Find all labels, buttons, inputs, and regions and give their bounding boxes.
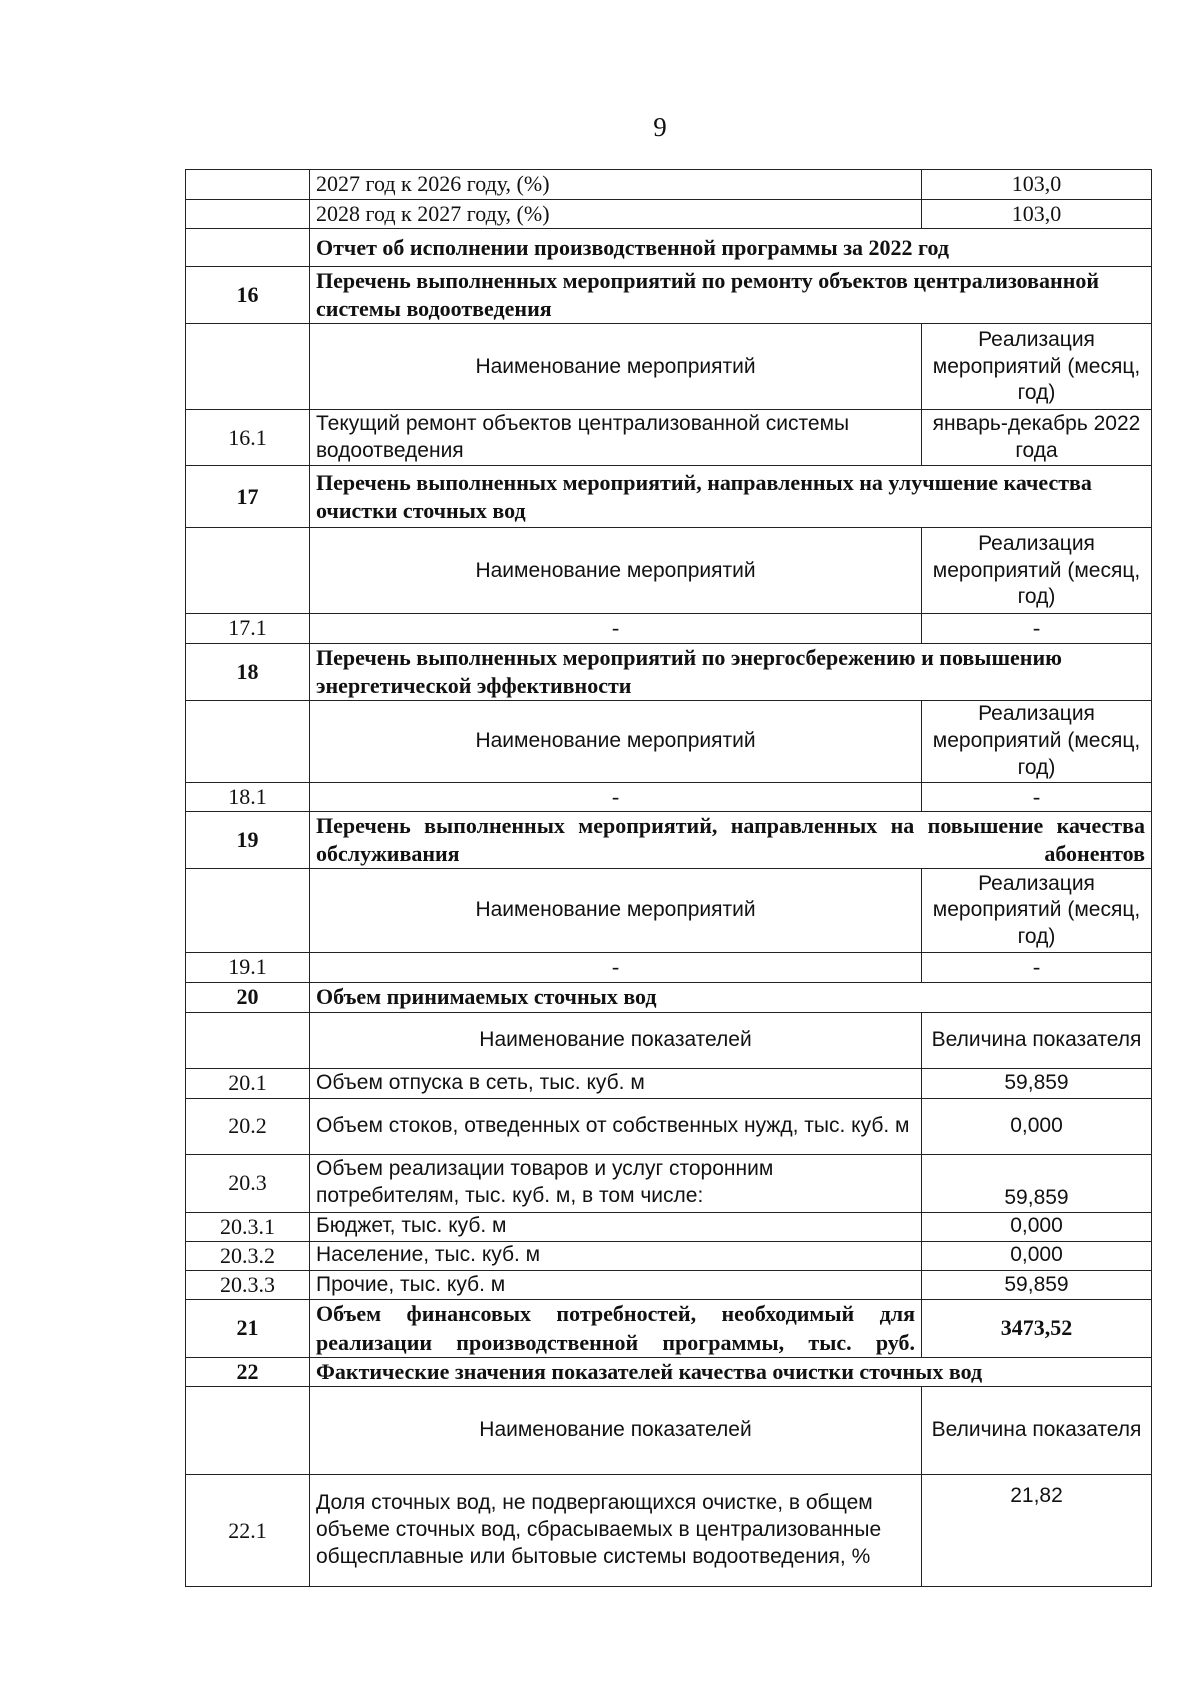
table-row	[186, 1212, 1152, 1241]
section-number: 20	[186, 982, 310, 1012]
table-row	[186, 1241, 1152, 1270]
column-header-row	[186, 700, 1152, 782]
page-number: 9	[653, 112, 667, 142]
table-row	[186, 1068, 1152, 1098]
row-label: 2028 год к 2027 году, (%)	[310, 200, 922, 229]
row-number: 18.1	[186, 782, 310, 811]
column-header-row	[186, 1012, 1152, 1068]
row-value: 0,000	[922, 1098, 1152, 1154]
section-title: Перечень выполненных мероприятий, направленных на улучшение качества очистки сточных вод	[310, 466, 1152, 528]
column-header-period: Реализация мероприятий (месяц, год)	[922, 324, 1152, 410]
section-title: Перечень выполненных мероприятий, направленных на повышение качества обслуживания абонентов	[310, 812, 1152, 869]
row-label: Объем отпуска в сеть, тыс. куб. м	[310, 1068, 922, 1098]
table-row	[186, 170, 1152, 200]
table-row	[186, 1098, 1152, 1154]
row-number-cell	[186, 1012, 310, 1068]
row-value: 59,859	[922, 1270, 1152, 1299]
column-header-name: Наименование мероприятий	[310, 700, 922, 782]
row-number: 20.3.3	[186, 1270, 310, 1299]
column-header-name: Наименование показателей	[310, 1387, 922, 1475]
table-row	[186, 1270, 1152, 1299]
column-header-period: Реализация мероприятий (месяц, год)	[922, 869, 1152, 953]
row-number-cell	[186, 700, 310, 782]
row-value: 59,859	[922, 1068, 1152, 1098]
row-value: -	[922, 782, 1152, 811]
section-title: Объем принимаемых сточных вод	[310, 982, 1152, 1012]
row-value: 59,859	[922, 1154, 1152, 1212]
report-title-row	[186, 229, 1152, 267]
row-value: 103,0	[922, 170, 1152, 200]
row-label: Бюджет, тыс. куб. м	[310, 1212, 922, 1241]
section-row	[186, 812, 1152, 869]
section-number: 16	[186, 267, 310, 324]
row-number-cell	[186, 170, 310, 200]
program-table	[185, 169, 1152, 1587]
section-number: 21	[186, 1300, 310, 1358]
section-title: Фактические значения показателей качества очистки сточных вод	[310, 1358, 1152, 1387]
row-number-cell	[186, 528, 310, 614]
column-header-value: Величина показателя	[922, 1012, 1152, 1068]
section-row	[186, 267, 1152, 324]
row-number: 22.1	[186, 1475, 310, 1587]
row-number: 19.1	[186, 953, 310, 982]
row-number: 20.3	[186, 1154, 310, 1212]
row-number-cell	[186, 1387, 310, 1475]
column-header-value: Величина показателя	[922, 1387, 1152, 1475]
section-number: 17	[186, 466, 310, 528]
row-label: -	[310, 614, 922, 643]
row-value: январь-декабрь 2022 года	[922, 410, 1152, 466]
section-row	[186, 1300, 1152, 1358]
row-number-cell	[186, 229, 310, 267]
column-header-name: Наименование показателей	[310, 1012, 922, 1068]
row-label: Текущий ремонт объектов централизованной системы водоотведения	[310, 410, 922, 466]
section-row	[186, 643, 1152, 700]
column-header-period: Реализация мероприятий (месяц, год)	[922, 528, 1152, 614]
row-value: 0,000	[922, 1241, 1152, 1270]
row-label: -	[310, 953, 922, 982]
column-header-row	[186, 869, 1152, 953]
table-row	[186, 782, 1152, 811]
column-header-row	[186, 1387, 1152, 1475]
table-row	[186, 1154, 1152, 1212]
column-header-period: Реализация мероприятий (месяц, год)	[922, 700, 1152, 782]
table-row	[186, 410, 1152, 466]
column-header-name: Наименование мероприятий	[310, 869, 922, 953]
row-number: 20.3.1	[186, 1212, 310, 1241]
row-value: -	[922, 614, 1152, 643]
row-label: Объем реализации товаров и услуг сторонним потребителям, тыс. куб. м, в том числе:	[310, 1154, 922, 1212]
section-number: 19	[186, 812, 310, 869]
row-number: 20.2	[186, 1098, 310, 1154]
section-number: 22	[186, 1358, 310, 1387]
table-row	[186, 1475, 1152, 1587]
row-number-cell	[186, 324, 310, 410]
section-title: Объем финансовых потребностей, необходимый для реализации производственной программы, тыс. руб.	[310, 1300, 922, 1358]
table-row	[186, 614, 1152, 643]
row-number-cell	[186, 200, 310, 229]
section-title: Перечень выполненных мероприятий по ремонту объектов централизованной системы водоотведения	[310, 267, 1152, 324]
row-label: Население, тыс. куб. м	[310, 1241, 922, 1270]
row-value: 21,82	[922, 1475, 1152, 1587]
row-label: 2027 год к 2026 году, (%)	[310, 170, 922, 200]
column-header-row	[186, 324, 1152, 410]
row-value: 103,0	[922, 200, 1152, 229]
row-number: 16.1	[186, 410, 310, 466]
row-value: -	[922, 953, 1152, 982]
column-header-name: Наименование мероприятий	[310, 528, 922, 614]
table-row	[186, 953, 1152, 982]
row-label: Прочие, тыс. куб. м	[310, 1270, 922, 1299]
row-label: Объем стоков, отведенных от собственных нужд, тыс. куб. м	[310, 1098, 922, 1154]
row-number-cell	[186, 869, 310, 953]
column-header-name: Наименование мероприятий	[310, 324, 922, 410]
row-value: 0,000	[922, 1212, 1152, 1241]
section-number: 18	[186, 643, 310, 700]
section-row	[186, 982, 1152, 1012]
table-row	[186, 200, 1152, 229]
section-row	[186, 1358, 1152, 1387]
section-title: Перечень выполненных мероприятий по энергосбережению и повышению энергетической эффективности	[310, 643, 1152, 700]
row-label: Доля сточных вод, не подвергающихся очистке, в общем объеме сточных вод, сбрасываемых в централизованные общесплавные или бытовые системы водоотведения, %	[310, 1475, 922, 1587]
report-title: Отчет об исполнении производственной программы за 2022 год	[310, 229, 1152, 267]
section-row	[186, 466, 1152, 528]
row-label: -	[310, 782, 922, 811]
row-number: 20.3.2	[186, 1241, 310, 1270]
row-value: 3473,52	[922, 1300, 1152, 1358]
row-number: 20.1	[186, 1068, 310, 1098]
column-header-row	[186, 528, 1152, 614]
row-number: 17.1	[186, 614, 310, 643]
